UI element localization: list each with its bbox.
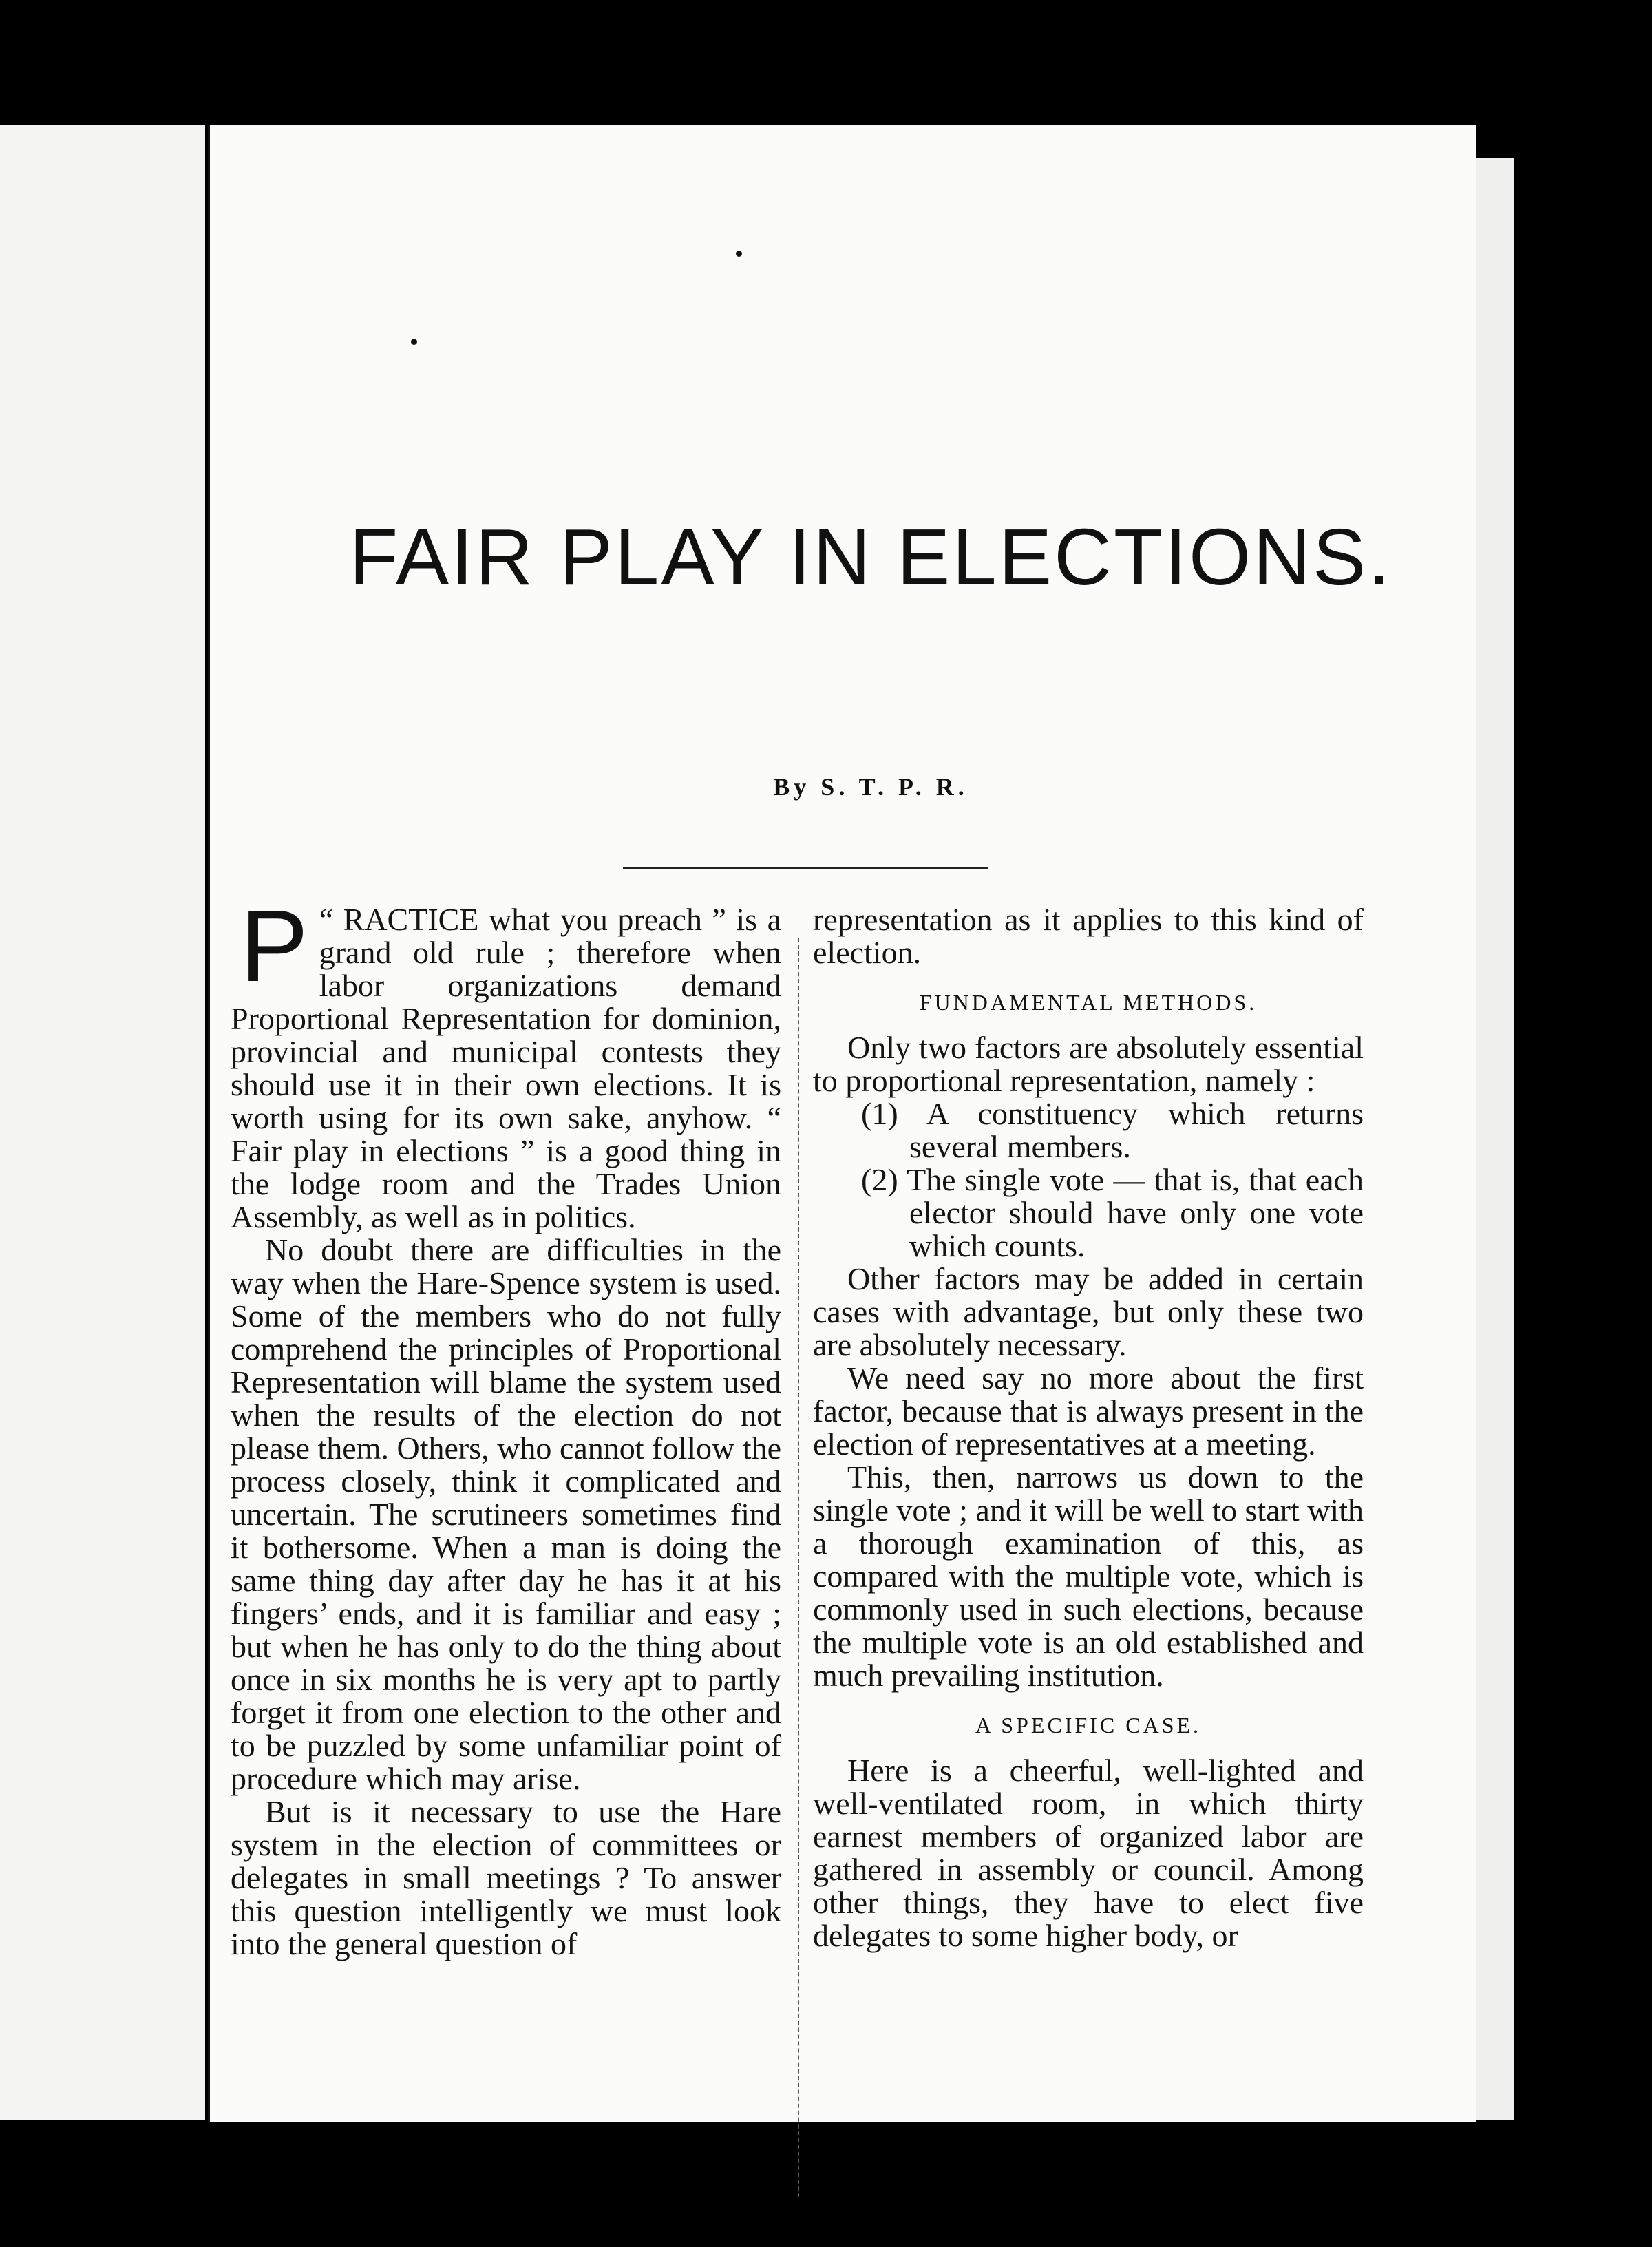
paragraph-text: “ RACTICE what you preach ” is a grand old rule ; therefore when labor organizations demand Proportional Representation for dominion, provincial and municipal contests they should use it in their own elections. It is worth using for its own sake, anyhow. “ Fair play in elections ” is a good thing in the lodge room and the Trades Union Assembly, as well as in politics. <box>231 902 781 1234</box>
document-page <box>208 125 1476 2122</box>
paragraph: We need say no more about the first factor, because that is always present in the election of representatives at a meeting. <box>813 1360 1364 1462</box>
article-byline: By S. T. P. R. <box>773 773 968 801</box>
paragraph: representation as it applies to this kind of election. <box>813 902 1364 970</box>
page-edge <box>1474 158 1514 2120</box>
ink-speck <box>411 339 417 345</box>
ink-speck <box>736 251 742 257</box>
paragraph: No doubt there are difficulties in the way when the Hare-Spence system is used. Some of the members who do not fully comprehend the principles of Proportional Representation will blame the system used when the results of the election do not please them. Others, who cannot follow the process closely, think it complicated and uncertain. The scrutineers sometimes find it bothersome. When a man is doing the same thing day after day he has it at his fingers’ ends, and it is familiar and easy ; but when he has only to do the thing about once in six months he is very apt to partly forget it from one election to the other and to be puzzled by some unfamiliar point of procedure which may arise. <box>231 1232 781 1796</box>
paragraph: But is it necessary to use the Hare system in the election of committees or delegates in small meetings ? To answer this question intelligently we must look into the general question of <box>231 1794 781 1961</box>
section-heading: FUNDAMENTAL METHODS. <box>919 990 1258 1015</box>
list-item: (2) The single vote — that is, that each elector should have only one vote which counts. <box>861 1162 1364 1263</box>
paragraph: Here is a cheerful, well-lighted and well-ventilated room, in which thirty earnest members of organized labor are gathered in assembly or council. Among other things, they have to elect five delegates to some higher body, or <box>813 1753 1364 1953</box>
list-item: (1) A constituency which returns several members. <box>861 1096 1364 1164</box>
column-divider <box>798 938 799 2197</box>
article-title: FAIR PLAY IN ELECTIONS. <box>349 512 1392 602</box>
right-column <box>813 903 1364 1952</box>
paragraph: Other factors may be added in certain cases with advantage, but only these two are absolutely necessary. <box>813 1261 1364 1362</box>
facing-page <box>0 125 205 2120</box>
left-column <box>231 889 781 1961</box>
title-rule <box>623 867 988 869</box>
section-heading: A SPECIFIC CASE. <box>975 1713 1202 1738</box>
drop-cap: P <box>240 889 308 1003</box>
paragraph: Only two factors are absolutely essential to proportional representation, namely : <box>813 1030 1364 1098</box>
paragraph: This, then, narrows us down to the single vote ; and it will be well to start with a thorough examination of this, as compared with the multiple vote, which is commonly used in such elections, because the multiple vote is an old established and much prevailing institution. <box>813 1459 1364 1693</box>
paragraph <box>231 889 781 1234</box>
